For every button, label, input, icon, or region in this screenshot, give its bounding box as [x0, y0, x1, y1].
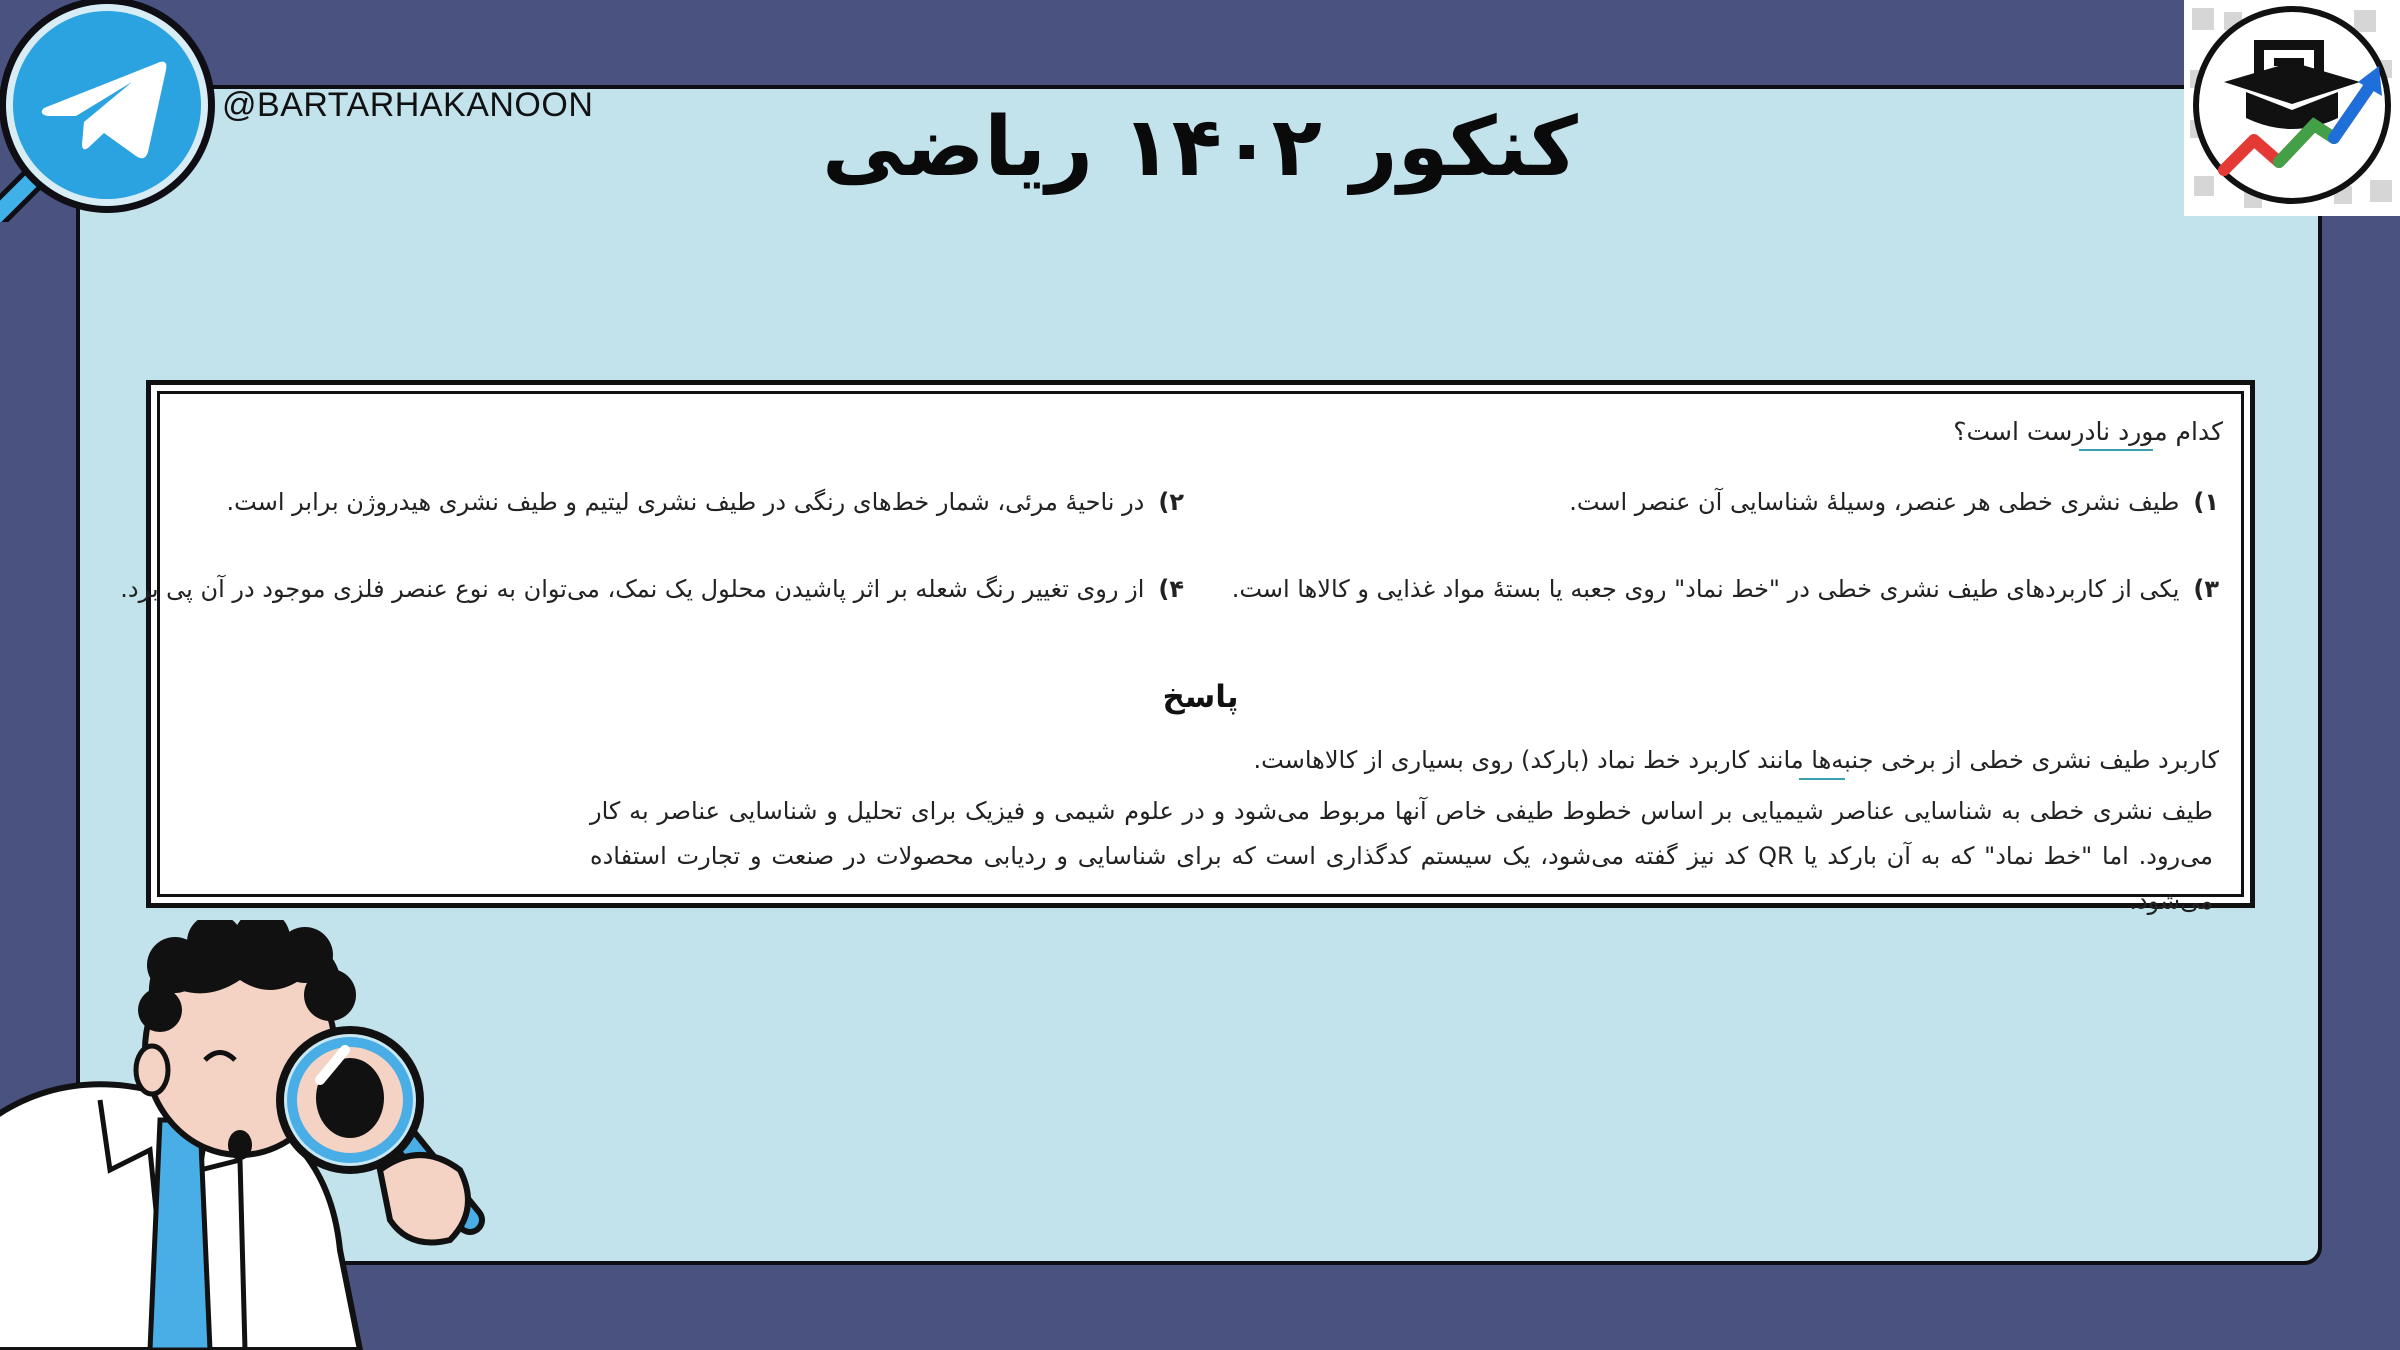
option-3[interactable]: [1232, 575, 2219, 603]
option-4[interactable]: [120, 575, 1184, 603]
channel-handle: @BARTARHAKANOON: [222, 86, 594, 124]
question-prompt: کدام مورد نادرست است؟: [1953, 417, 2223, 446]
question-box: [120, 380, 2255, 915]
emphasis-underline: [2079, 449, 2153, 451]
option-number: ۲): [1158, 488, 1184, 516]
option-text: طیف نشری خطی هر عنصر، وسیلهٔ شناسایی آن عنصر است.: [1569, 488, 2180, 516]
option-text: از روی تغییر رنگ شعله بر اثر پاشیدن محلول یک نمک، می‌توان به نوع عنصر فلزی موجود در آن پی برد.: [120, 575, 1145, 603]
detective-character-illustration: [0, 920, 520, 1350]
option-text: یکی از کاربردهای طیف نشری خطی در "خط نماد" روی جعبه یا بستهٔ مواد غذایی و کالاها است.: [1231, 575, 2180, 603]
option-number: ۳): [2193, 575, 2219, 603]
option-number: ۱): [2193, 488, 2219, 516]
emphasis-underline: [1799, 778, 1845, 780]
option-number: ۴): [1158, 575, 1184, 603]
question-inner-frame: [120, 391, 2244, 915]
option-2[interactable]: [227, 488, 1184, 516]
answer-paragraph: طیف نشری خطی به شناسایی عناصر شیمیایی بر اساس خطوط طیفی خاص آنها مربوط می‌شود و در علوم شیمی و فیزیک برای تحلیل و شناسایی عناصر به کار می‌رود. اما "خط نماد" که به آن بارکد یا QR کد نیز گفته می‌شود، یک سیستم کدگذاری است که برای شناسایی و ردیابی محصولات در صنعت و تجارت استفاده می‌شود.: [590, 797, 2213, 915]
page-title: کنکور ۱۴۰۲ ریاضی: [822, 100, 1578, 195]
answer-summary: کاربرد طیف نشری خطی از برخی جنبه‌ها مانند کاربرد خط نماد (بارکد) روی بسیاری از کالاهاست.: [1253, 746, 2219, 774]
graduation-cap-logo: [2184, 0, 2400, 216]
answer-title: پاسخ: [1162, 679, 1239, 715]
option-1[interactable]: [1569, 488, 2219, 516]
option-text: در ناحیهٔ مرئی، شمار خط‌های رنگی در طیف نشری لیتیم و طیف نشری هیدروژن برابر است.: [226, 488, 1145, 516]
